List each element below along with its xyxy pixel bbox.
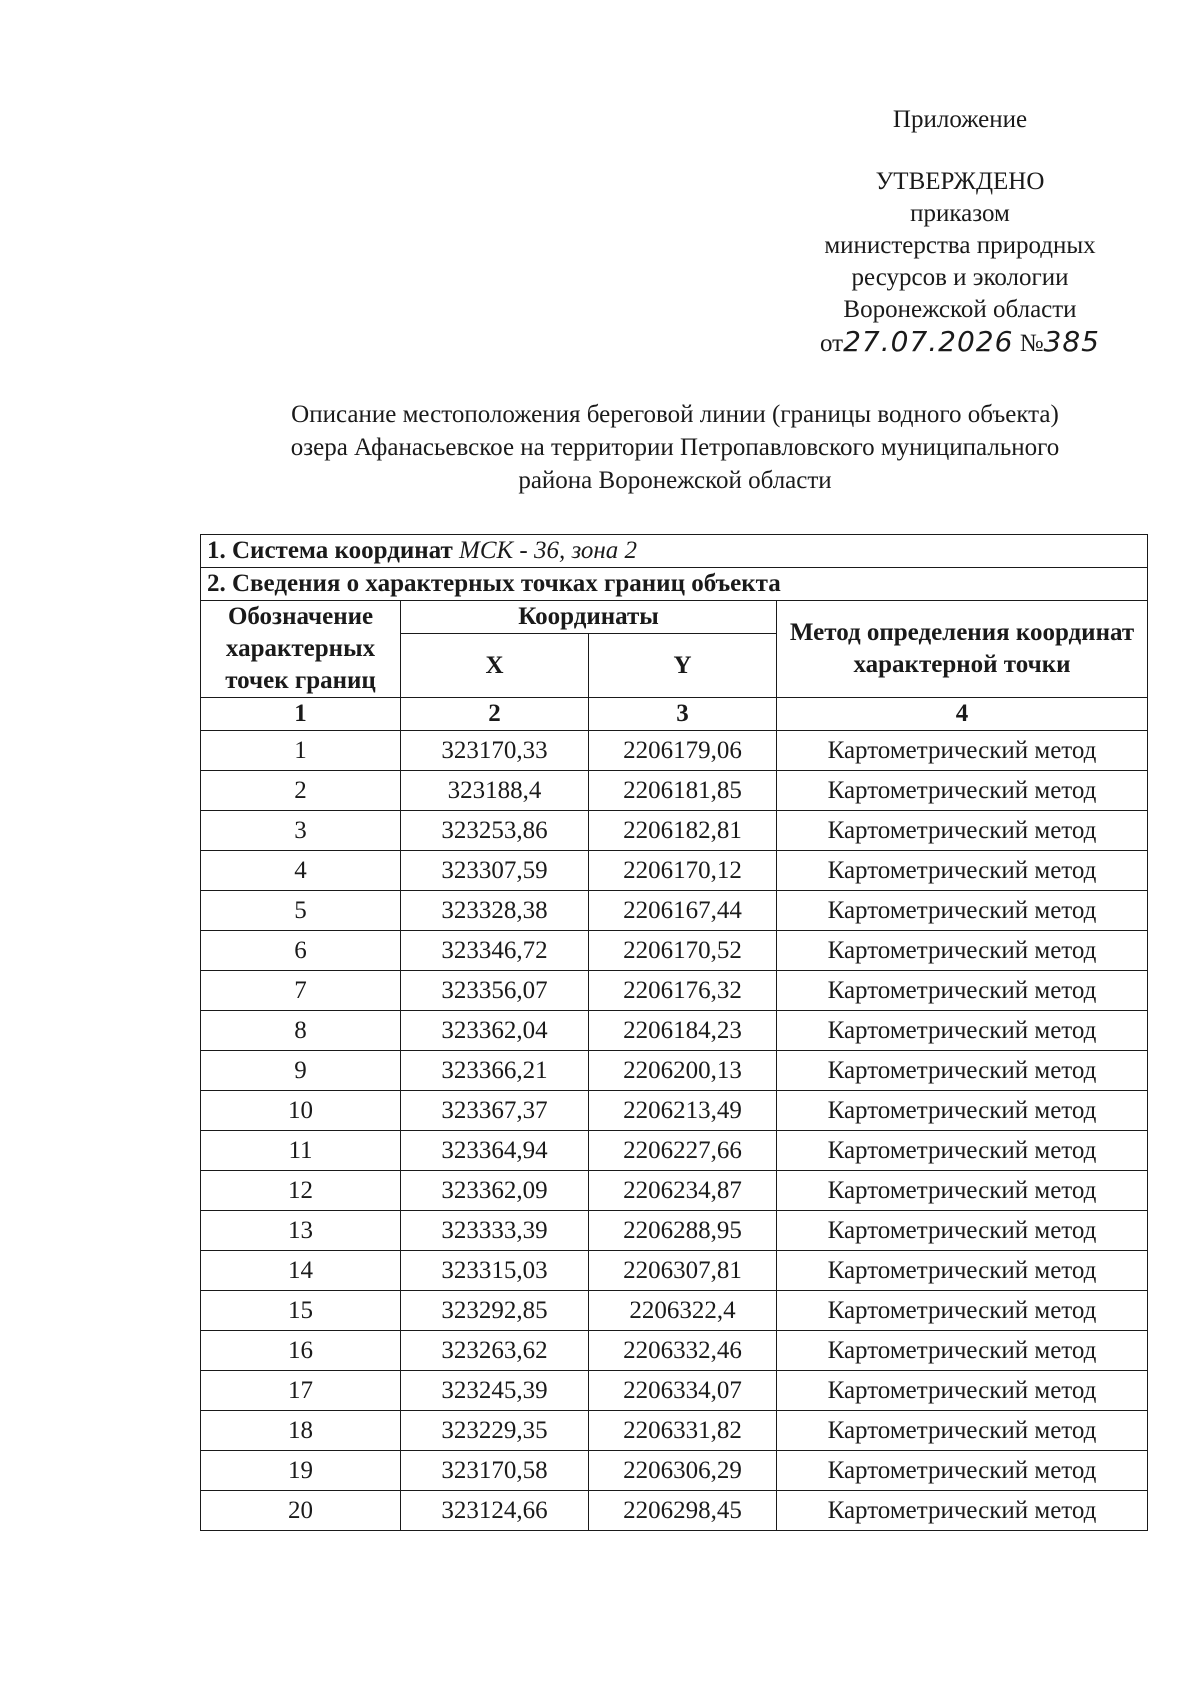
method-cell: Картометрический метод: [777, 1011, 1148, 1051]
point-number-cell: 4: [201, 851, 401, 891]
method-cell: Картометрический метод: [777, 1251, 1148, 1291]
section-coordinate-system: [201, 535, 1148, 568]
table-row: [201, 1171, 1148, 1211]
section-1-label: 1. Система координат: [207, 537, 453, 564]
method-cell: Картометрический метод: [777, 1171, 1148, 1211]
table-row: [201, 1211, 1148, 1251]
point-number-cell: 12: [201, 1171, 401, 1211]
table-row: [201, 1371, 1148, 1411]
x-coordinate-cell: 323346,72: [401, 931, 589, 971]
column-number: 4: [777, 698, 1148, 731]
point-number-cell: 6: [201, 931, 401, 971]
y-coordinate-cell: 2206167,44: [589, 891, 777, 931]
y-coordinate-cell: 2206170,12: [589, 851, 777, 891]
number-prefix: №: [1019, 330, 1044, 357]
point-number-cell: 1: [201, 731, 401, 771]
table-row: [201, 1291, 1148, 1331]
points-table: [200, 534, 1148, 1531]
method-cell: Картометрический метод: [777, 1491, 1148, 1531]
x-coordinate-cell: 323367,37: [401, 1091, 589, 1131]
header-y: Y: [589, 634, 777, 698]
table-row: [201, 731, 1148, 771]
method-cell: Картометрический метод: [777, 1211, 1148, 1251]
y-coordinate-cell: 2206213,49: [589, 1091, 777, 1131]
y-coordinate-cell: 2206227,66: [589, 1131, 777, 1171]
method-cell: Картометрический метод: [777, 1451, 1148, 1491]
x-coordinate-cell: 323124,66: [401, 1491, 589, 1531]
point-number-cell: 20: [201, 1491, 401, 1531]
y-coordinate-cell: 2206184,23: [589, 1011, 777, 1051]
point-number-cell: 14: [201, 1251, 401, 1291]
x-coordinate-cell: 323188,4: [401, 771, 589, 811]
title-line: озера Афанасьевское на территории Петропавловского муниципального: [290, 434, 1060, 461]
section-2-label: 2. Сведения о характерных точках границ объекта: [201, 568, 1148, 601]
point-number-cell: 2: [201, 771, 401, 811]
point-number-cell: 19: [201, 1451, 401, 1491]
y-coordinate-cell: 2206306,29: [589, 1451, 777, 1491]
x-coordinate-cell: 323366,21: [401, 1051, 589, 1091]
table-row: [201, 771, 1148, 811]
method-cell: Картометрический метод: [777, 971, 1148, 1011]
handwritten-number: 385: [1043, 325, 1100, 358]
y-coordinate-cell: 2206182,81: [589, 811, 777, 851]
method-cell: Картометрический метод: [777, 1371, 1148, 1411]
method-cell: Картометрический метод: [777, 811, 1148, 851]
point-number-cell: 8: [201, 1011, 401, 1051]
y-coordinate-cell: 2206322,4: [589, 1291, 777, 1331]
x-coordinate-cell: 323356,07: [401, 971, 589, 1011]
document-title: [200, 398, 1150, 497]
point-number-cell: 10: [201, 1091, 401, 1131]
x-coordinate-cell: 323315,03: [401, 1251, 589, 1291]
x-coordinate-cell: 323170,58: [401, 1451, 589, 1491]
table-row: [201, 1051, 1148, 1091]
method-cell: Картометрический метод: [777, 1091, 1148, 1131]
x-coordinate-cell: 323364,94: [401, 1131, 589, 1171]
column-numbers-row: [201, 698, 1148, 731]
point-number-cell: 13: [201, 1211, 401, 1251]
table-row: [201, 931, 1148, 971]
table-row: [201, 1491, 1148, 1531]
y-coordinate-cell: 2206288,95: [589, 1211, 777, 1251]
column-number: 3: [589, 698, 777, 731]
table-row: [201, 1131, 1148, 1171]
section-1-value: МСК - 36, зона 2: [459, 537, 638, 564]
approval-block: [760, 104, 1160, 366]
y-coordinate-cell: 2206200,13: [589, 1051, 777, 1091]
table-row: [201, 891, 1148, 931]
point-number-cell: 15: [201, 1291, 401, 1331]
approved-label: УТВЕРЖДЕНО: [875, 168, 1045, 195]
y-coordinate-cell: 2206170,52: [589, 931, 777, 971]
method-cell: Картометрический метод: [777, 731, 1148, 771]
point-number-cell: 7: [201, 971, 401, 1011]
table-row: [201, 1331, 1148, 1371]
method-cell: Картометрический метод: [777, 1331, 1148, 1371]
x-coordinate-cell: 323362,04: [401, 1011, 589, 1051]
table-row: [201, 1011, 1148, 1051]
point-number-cell: 11: [201, 1131, 401, 1171]
method-cell: Картометрический метод: [777, 1131, 1148, 1171]
method-cell: Картометрический метод: [777, 851, 1148, 891]
title-line: Описание местоположения береговой линии (границы водного объекта): [291, 401, 1059, 428]
x-coordinate-cell: 323253,86: [401, 811, 589, 851]
date-prefix: от: [820, 330, 844, 357]
x-coordinate-cell: 323307,59: [401, 851, 589, 891]
point-number-cell: 17: [201, 1371, 401, 1411]
y-coordinate-cell: 2206334,07: [589, 1371, 777, 1411]
title-line: района Воронежской области: [518, 467, 832, 494]
approval-line: Воронежской области: [843, 296, 1077, 323]
point-number-cell: 16: [201, 1331, 401, 1371]
x-coordinate-cell: 323333,39: [401, 1211, 589, 1251]
column-number: 2: [401, 698, 589, 731]
y-coordinate-cell: 2206176,32: [589, 971, 777, 1011]
approval-line: приказом: [910, 200, 1010, 227]
table-row: [201, 811, 1148, 851]
table-row: [201, 971, 1148, 1011]
method-cell: Картометрический метод: [777, 891, 1148, 931]
method-cell: Картометрический метод: [777, 1291, 1148, 1331]
approval-line: министерства природных: [824, 232, 1096, 259]
table-row: [201, 1251, 1148, 1291]
section-points-info: [201, 568, 1148, 601]
method-cell: Картометрический метод: [777, 1411, 1148, 1451]
x-coordinate-cell: 323292,85: [401, 1291, 589, 1331]
x-coordinate-cell: 323229,35: [401, 1411, 589, 1451]
x-coordinate-cell: 323263,62: [401, 1331, 589, 1371]
column-number: 1: [201, 698, 401, 731]
table-row: [201, 851, 1148, 891]
approval-line: ресурсов и экологии: [851, 264, 1069, 291]
point-number-cell: 9: [201, 1051, 401, 1091]
point-number-cell: 18: [201, 1411, 401, 1451]
point-number-cell: 5: [201, 891, 401, 931]
x-coordinate-cell: 323328,38: [401, 891, 589, 931]
approval-date-line: [760, 326, 1160, 366]
header-x: X: [401, 634, 589, 698]
y-coordinate-cell: 2206181,85: [589, 771, 777, 811]
point-number-cell: 3: [201, 811, 401, 851]
section-1-cell: [201, 535, 1148, 568]
method-cell: Картометрический метод: [777, 931, 1148, 971]
header-point: Обозначение характерных точек границ: [201, 601, 401, 698]
y-coordinate-cell: 2206332,46: [589, 1331, 777, 1371]
y-coordinate-cell: 2206307,81: [589, 1251, 777, 1291]
header-row-1: [201, 601, 1148, 634]
x-coordinate-cell: 323362,09: [401, 1171, 589, 1211]
header-coords: Координаты: [401, 601, 777, 634]
method-cell: Картометрический метод: [777, 771, 1148, 811]
y-coordinate-cell: 2206298,45: [589, 1491, 777, 1531]
appendix-label: Приложение: [892, 106, 1028, 133]
x-coordinate-cell: 323245,39: [401, 1371, 589, 1411]
y-coordinate-cell: 2206179,06: [589, 731, 777, 771]
table-row: [201, 1451, 1148, 1491]
header-method: Метод определения координат характерной точки: [777, 601, 1148, 698]
y-coordinate-cell: 2206234,87: [589, 1171, 777, 1211]
handwritten-date: 27.07.2026: [843, 325, 1014, 358]
y-coordinate-cell: 2206331,82: [589, 1411, 777, 1451]
x-coordinate-cell: 323170,33: [401, 731, 589, 771]
table-row: [201, 1411, 1148, 1451]
method-cell: Картометрический метод: [777, 1051, 1148, 1091]
table-row: [201, 1091, 1148, 1131]
